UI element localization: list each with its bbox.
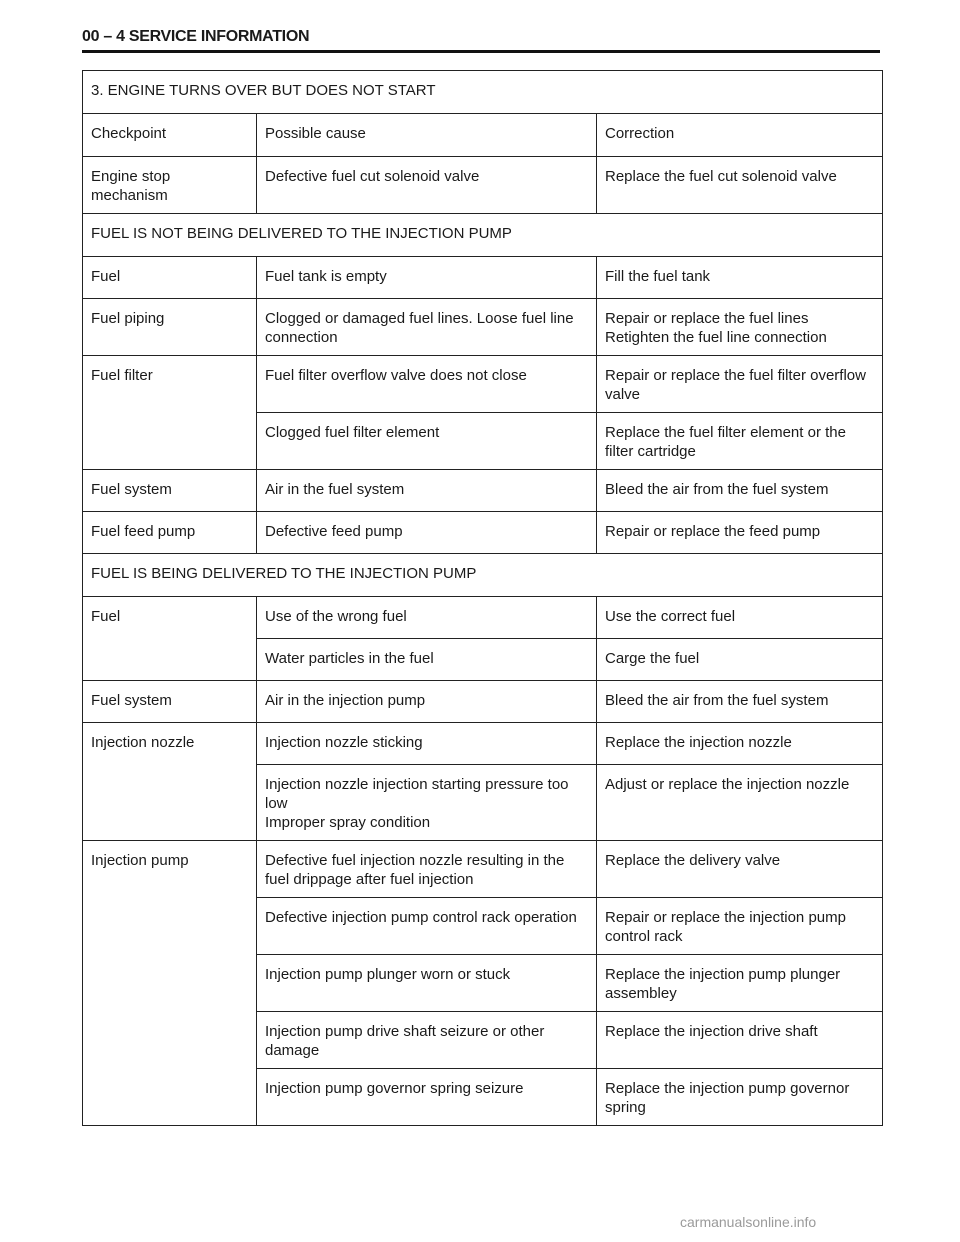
- cause-cell: Defective fuel injection nozzle resulting in the fuel drippage after fuel injection: [257, 841, 597, 898]
- correction-cell: Replace the delivery valve: [597, 841, 883, 898]
- correction-cell: Repair or replace the fuel filter overflow valve: [597, 356, 883, 413]
- column-header-checkpoint: Checkpoint: [83, 114, 257, 157]
- section-title-delivered: FUEL IS BEING DELIVERED TO THE INJECTION PUMP: [83, 554, 883, 597]
- watermark[interactable]: carmanualsonline.info: [680, 1214, 817, 1230]
- checkpoint-cell: Fuel system: [83, 470, 257, 512]
- table-row: [83, 470, 883, 512]
- correction-cell: Bleed the air from the fuel system: [597, 470, 883, 512]
- cause-cell: Fuel filter overflow valve does not close: [257, 356, 597, 413]
- cause-cell: Clogged or damaged fuel lines. Loose fuel line connection: [257, 299, 597, 356]
- cause-cell: Air in the injection pump: [257, 681, 597, 723]
- cause-cell: Injection nozzle sticking: [257, 723, 597, 765]
- correction-cell: Repair or replace the feed pump: [597, 512, 883, 554]
- correction-cell: Use the correct fuel: [597, 597, 883, 639]
- correction-cell: Fill the fuel tank: [597, 257, 883, 299]
- checkpoint-cell: Fuel: [83, 257, 257, 299]
- checkpoint-cell: Fuel: [83, 597, 257, 681]
- checkpoint-cell: Fuel piping: [83, 299, 257, 356]
- table-row: [83, 257, 883, 299]
- correction-cell: Replace the injection drive shaft: [597, 1012, 883, 1069]
- checkpoint-cell: Fuel system: [83, 681, 257, 723]
- cause-cell: Injection pump governor spring seizure: [257, 1069, 597, 1126]
- correction-cell: Bleed the air from the fuel system: [597, 681, 883, 723]
- checkpoint-cell: Fuel feed pump: [83, 512, 257, 554]
- table-title: 3. ENGINE TURNS OVER BUT DOES NOT START: [83, 71, 883, 114]
- correction-cell: Replace the injection pump governor spring: [597, 1069, 883, 1126]
- cause-cell: Injection pump drive shaft seizure or other damage: [257, 1012, 597, 1069]
- cause-cell: Defective fuel cut solenoid valve: [257, 157, 597, 214]
- correction-cell: Replace the fuel cut solenoid valve: [597, 157, 883, 214]
- table-row: [83, 512, 883, 554]
- cause-cell: Injection pump plunger worn or stuck: [257, 955, 597, 1012]
- cause-cell: Water particles in the fuel: [257, 639, 597, 681]
- cause-cell: Use of the wrong fuel: [257, 597, 597, 639]
- cause-cell: Injection nozzle injection starting pressure too low Improper spray condition: [257, 765, 597, 841]
- cause-cell: Clogged fuel filter element: [257, 413, 597, 470]
- table-row: [83, 723, 883, 765]
- cause-cell: Fuel tank is empty: [257, 257, 597, 299]
- page-header: 00 – 4 SERVICE INFORMATION: [82, 28, 310, 45]
- cause-cell: Defective feed pump: [257, 512, 597, 554]
- cause-cell: Defective injection pump control rack operation: [257, 898, 597, 955]
- correction-cell: Repair or replace the injection pump control rack: [597, 898, 883, 955]
- table-row: [83, 841, 883, 898]
- column-header-correction: Correction: [597, 114, 883, 157]
- table-row: [83, 597, 883, 639]
- correction-cell: Adjust or replace the injection nozzle: [597, 765, 883, 841]
- table-row: [83, 356, 883, 413]
- checkpoint-cell: Injection pump: [83, 841, 257, 1126]
- cause-cell: Air in the fuel system: [257, 470, 597, 512]
- column-header-possible-cause: Possible cause: [257, 114, 597, 157]
- section-title-not-delivered: FUEL IS NOT BEING DELIVERED TO THE INJECTION PUMP: [83, 214, 883, 257]
- table-row: [83, 681, 883, 723]
- checkpoint-cell: Fuel filter: [83, 356, 257, 470]
- troubleshooting-table: [82, 70, 883, 1126]
- correction-cell: Carge the fuel: [597, 639, 883, 681]
- checkpoint-cell: Injection nozzle: [83, 723, 257, 841]
- correction-cell: Repair or replace the fuel lines Retighten the fuel line connection: [597, 299, 883, 356]
- checkpoint-cell: Engine stop mechanism: [83, 157, 257, 214]
- table-row: [83, 157, 883, 214]
- correction-cell: Replace the fuel filter element or the filter cartridge: [597, 413, 883, 470]
- header-rule: [82, 50, 880, 53]
- correction-cell: Replace the injection pump plunger assembley: [597, 955, 883, 1012]
- correction-cell: Replace the injection nozzle: [597, 723, 883, 765]
- table-row: [83, 299, 883, 356]
